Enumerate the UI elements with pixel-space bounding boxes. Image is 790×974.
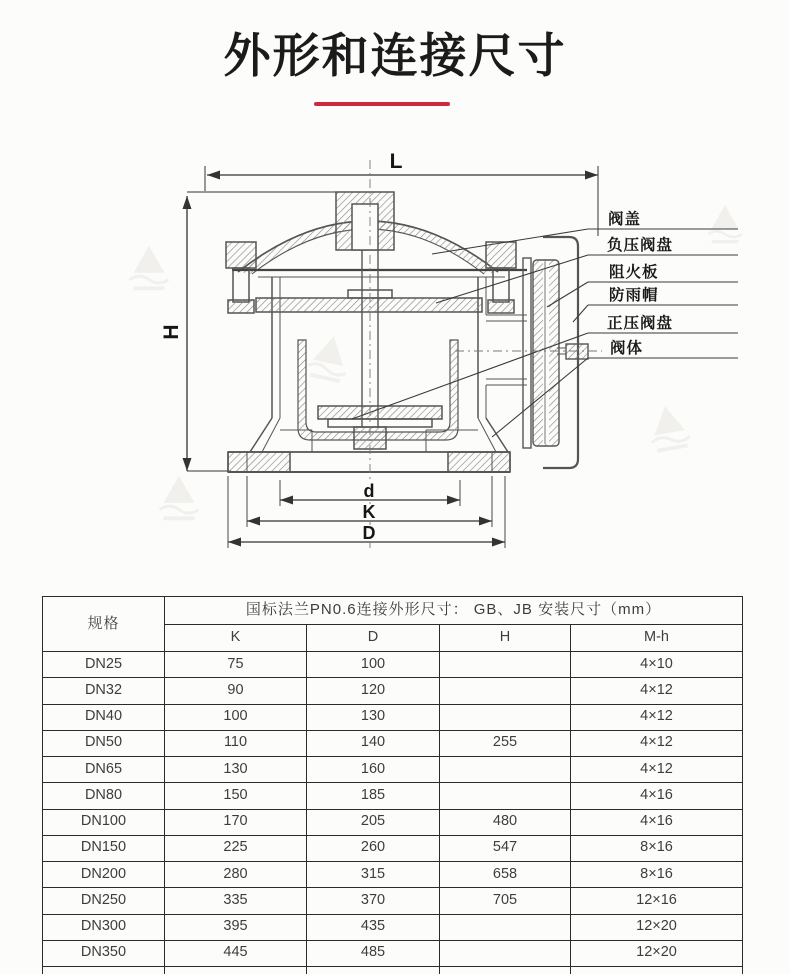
column-header-Mh: M-h [571,625,743,652]
svg-text:防雨帽: 防雨帽 [609,287,659,304]
value-cell: 12×20 [571,940,743,966]
dim-label-L: L [389,150,403,173]
spec-cell: DN150 [43,835,165,861]
value-cell: 315 [307,862,440,888]
table-row [43,678,743,704]
value-cell [440,783,571,809]
value-cell [440,704,571,730]
value-cell: 395 [165,914,307,940]
spec-cell: DN65 [43,757,165,783]
table-row [43,652,743,678]
dim-label-d: d [363,481,375,501]
page-title: 外形和连接尺寸 [223,29,567,82]
value-cell: 435 [307,914,440,940]
value-cell: 485 [307,940,440,966]
value-cell: 90 [165,678,307,704]
value-cell: 140 [307,730,440,756]
value-cell: 260 [307,835,440,861]
spec-cell: DN25 [43,652,165,678]
left-bolt [226,242,256,313]
dimension-table [42,596,743,974]
svg-text:负压阀盘: 负压阀盘 [607,237,674,254]
value-cell: 4×10 [571,652,743,678]
empty-cell [43,967,165,974]
table-row [43,862,743,888]
value-cell: 705 [440,888,571,914]
value-cell: 75 [165,652,307,678]
bottom-dim-letters [360,481,378,543]
svg-text:正压阀盘: 正压阀盘 [607,315,674,332]
empty-cell [571,967,743,974]
dim-label-H: H [160,324,183,340]
value-cell: 8×16 [571,862,743,888]
value-cell: 335 [165,888,307,914]
value-cell: 150 [165,783,307,809]
table-row [43,757,743,783]
table-row [43,940,743,966]
table-row [43,888,743,914]
table-row [43,835,743,861]
dimension-table-container [42,596,744,974]
empty-cell [165,967,307,974]
dim-label-K: K [362,502,376,522]
rain-cap-assembly [523,237,588,468]
table-row [43,704,743,730]
value-cell: 12×20 [571,914,743,940]
value-cell: 4×12 [571,678,743,704]
spec-column-header: 规格 [43,597,165,652]
value-cell: 4×12 [571,757,743,783]
value-cell: 130 [307,704,440,730]
flange-group-header: 国标法兰PN0.6连接外形尺寸： GB、JB 安装尺寸（mm） [165,597,743,625]
column-header-D: D [307,625,440,652]
value-cell [440,914,571,940]
value-cell: 658 [440,862,571,888]
svg-text:阻火板: 阻火板 [609,264,659,281]
svg-text:阀体: 阀体 [610,340,644,357]
column-header-H: H [440,625,571,652]
value-cell: 160 [307,757,440,783]
svg-text:阀盖: 阀盖 [608,211,642,228]
table-row [43,783,743,809]
part-label-valve-cover [432,209,738,254]
table-row [43,730,743,756]
valve-outline [226,192,527,472]
table-row [43,809,743,835]
spec-cell: DN250 [43,888,165,914]
value-cell: 4×16 [571,809,743,835]
spec-cell: DN80 [43,783,165,809]
value-cell: 185 [307,783,440,809]
value-cell: 130 [165,757,307,783]
spec-cell: DN200 [43,862,165,888]
value-cell: 547 [440,835,571,861]
dimension-L [205,150,598,236]
part-label-valve-body [492,338,738,437]
dimension-table-body [43,652,743,974]
column-header-K: K [165,625,307,652]
value-cell [440,678,571,704]
value-cell: 370 [307,888,440,914]
partial-table-row [43,967,743,974]
value-cell: 12×16 [571,888,743,914]
value-cell: 100 [165,704,307,730]
spec-cell: DN40 [43,704,165,730]
spec-cell: DN350 [43,940,165,966]
value-cell: 205 [307,809,440,835]
value-cell: 4×16 [571,783,743,809]
table-row [43,914,743,940]
value-cell: 100 [307,652,440,678]
value-cell: 280 [165,862,307,888]
value-cell [440,757,571,783]
value-cell [440,940,571,966]
value-cell [440,652,571,678]
value-cell: 255 [440,730,571,756]
value-cell: 120 [307,678,440,704]
spec-cell: DN100 [43,809,165,835]
value-cell: 225 [165,835,307,861]
value-cell: 170 [165,809,307,835]
value-cell: 480 [440,809,571,835]
spec-cell: DN50 [43,730,165,756]
value-cell: 110 [165,730,307,756]
value-cell: 445 [165,940,307,966]
empty-cell [440,967,571,974]
empty-cell [307,967,440,974]
value-cell: 4×12 [571,730,743,756]
value-cell: 8×16 [571,835,743,861]
spec-cell: DN32 [43,678,165,704]
dim-label-D: D [362,523,376,543]
spec-cell: DN300 [43,914,165,940]
value-cell: 4×12 [571,704,743,730]
